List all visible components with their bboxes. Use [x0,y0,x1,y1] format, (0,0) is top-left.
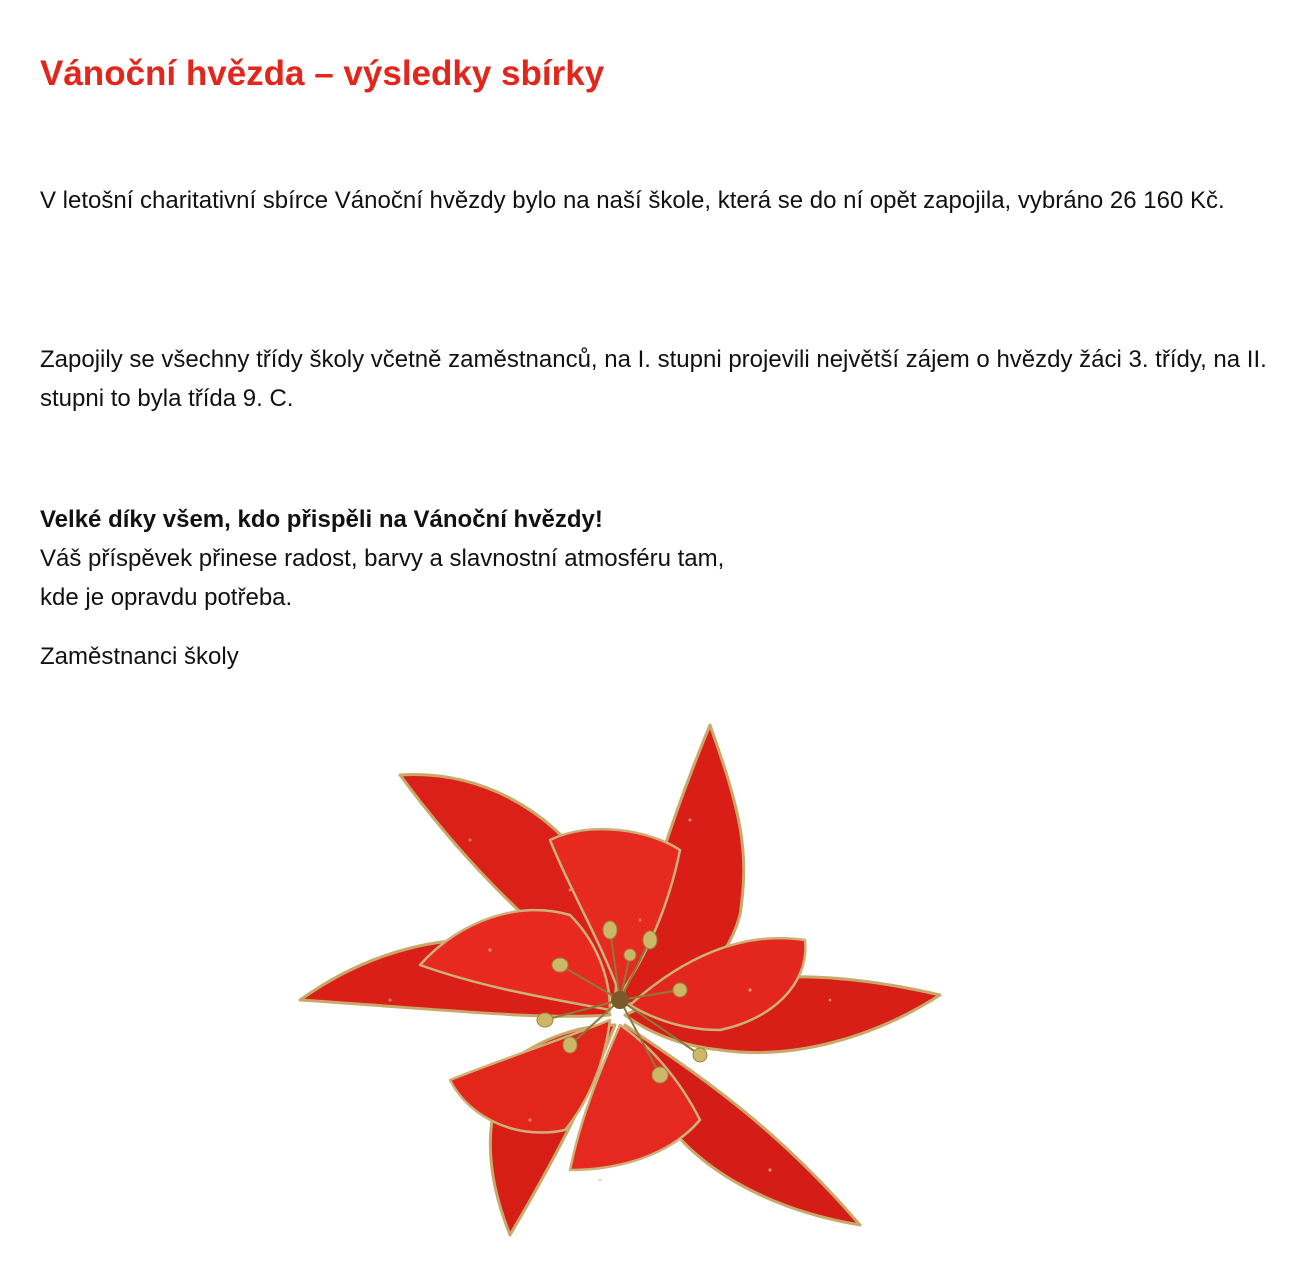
poinsettia-flower-icon [270,700,990,1260]
page-title: Vánoční hvězda – výsledky sbírky [40,54,605,93]
signature: Zaměstnanci školy [40,643,239,670]
thanks-heading: Velké díky všem, kdo přispěli na Vánoční hvězdy! [40,506,603,533]
paragraph-collection-result: V letošní charitativní sbírce Vánoční hvězdy bylo na naší škole, která se do ní opět zapojila, vybráno 26 160 Kč. [40,187,1225,214]
thanks-line-1: Váš příspěvek přinese radost, barvy a slavnostní atmosféru tam, [40,545,725,572]
thanks-block [40,500,724,617]
paragraph-participation: Zapojily se všechny třídy školy včetně zaměstnanců, na I. stupni projevili největší zájem o hvězdy žáci 3. třídy, na II. stupni to byla třída 9. C. [40,346,1267,412]
thanks-line-2: kde je opravdu potřeba. [40,584,293,611]
